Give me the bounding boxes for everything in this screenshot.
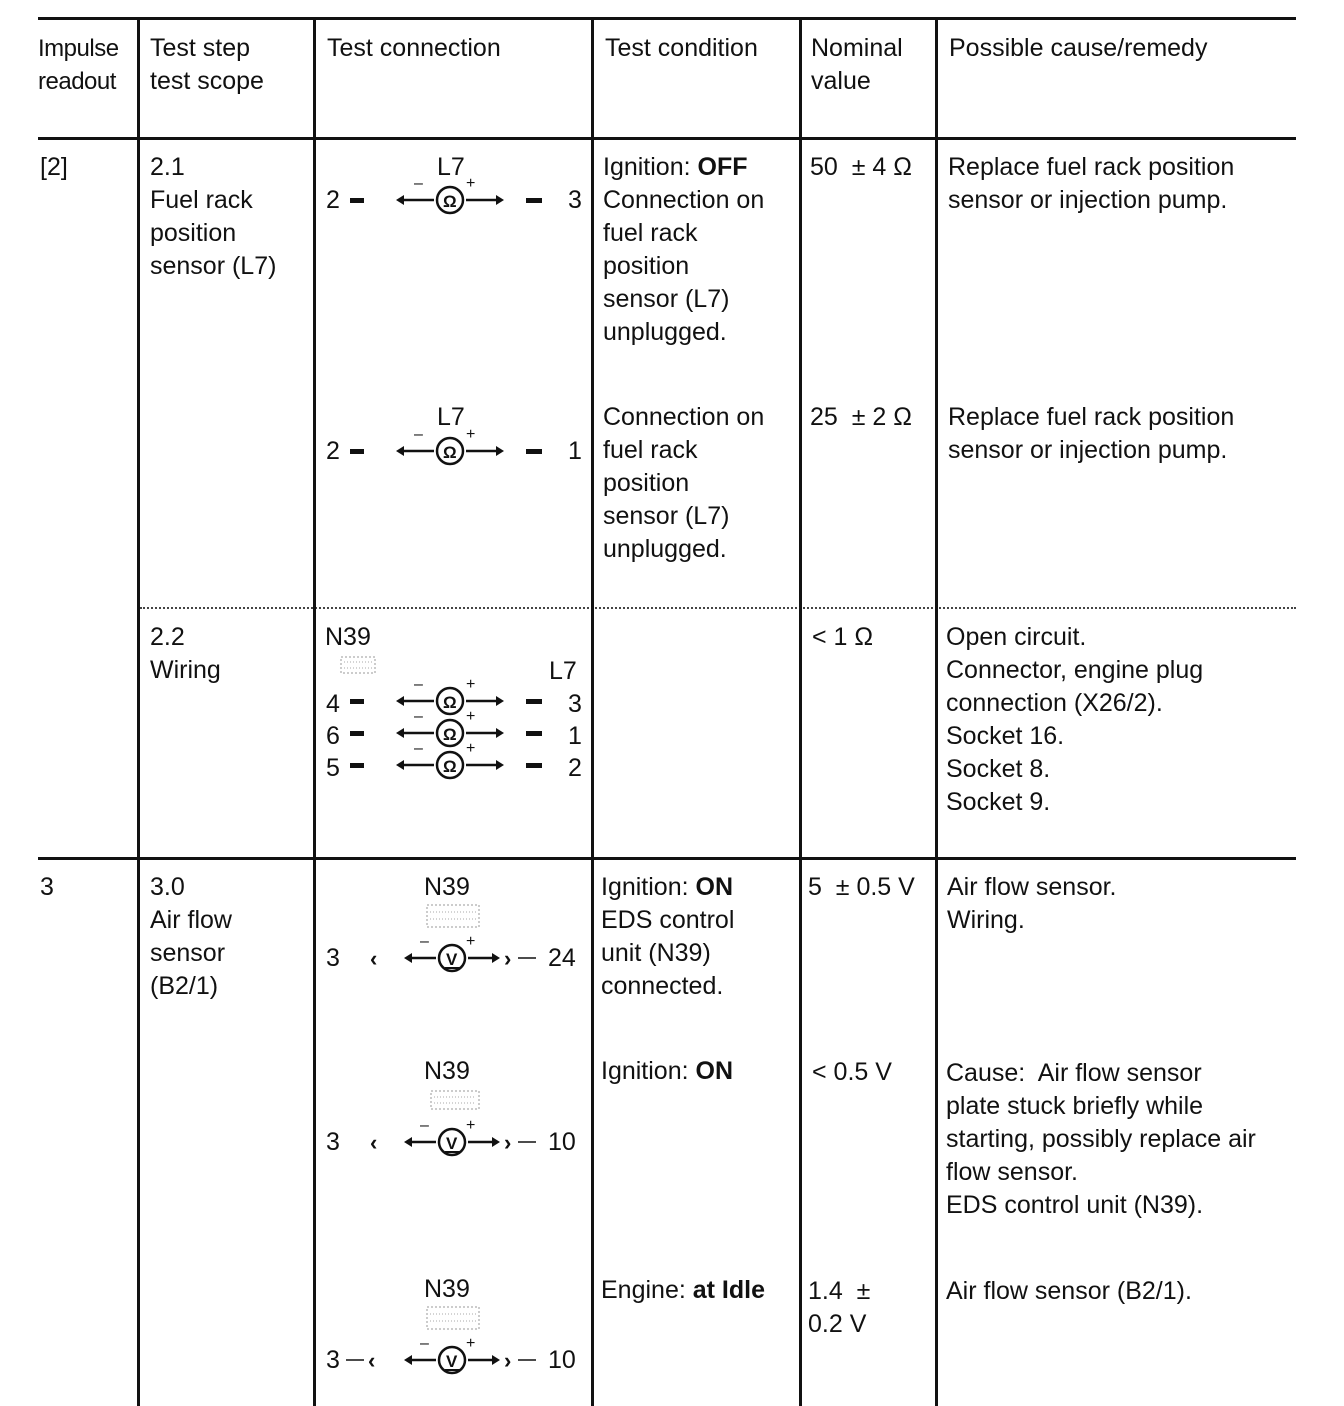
header-bottom-rule [38,137,1296,140]
nominal-value: < 0.5 V [812,1058,892,1086]
svg-text:Ω: Ω [443,693,457,712]
svg-text:–: – [414,426,423,443]
svg-text:+: + [466,426,476,443]
svg-text:–: – [414,741,423,757]
svg-text:V: V [446,1134,458,1153]
connection-right-label: L7 [549,657,577,685]
possible-cause: Open circuit. Connector, engine plug connection (X26/2). Socket 16. Socket 8. Socket 9. [946,623,1204,816]
header-test-connection: Test connection [327,34,501,62]
svg-text:+: + [466,677,476,693]
test-condition: Connection on fuel rack position sensor (L7) unplugged. [603,403,765,563]
voltmeter-icon [366,930,546,974]
svg-text:–: – [414,677,423,693]
svg-text:+: + [466,1335,476,1352]
test-condition: Engine: at Idle [601,1276,765,1304]
svg-text:–: – [414,709,423,725]
test-condition: Ignition: OFF Connection on fuel rack position sensor (L7) unplugged. [603,153,765,346]
svg-text:+: + [466,741,476,757]
impulse-readout: [2] [40,153,68,181]
column-divider-4 [799,17,802,1406]
wiring-left-pin: 5 [326,754,340,782]
connection-label: N39 [424,1275,470,1303]
ohmmeter-icon [350,741,560,781]
test-step: 3.0 Air flow sensor (B2/1) [150,873,232,1000]
svg-text:+: + [466,175,476,192]
test-condition: Ignition: ON [601,1057,734,1085]
svg-text:Ω: Ω [443,443,457,462]
test-step: 2.1 Fuel rack position sensor (L7) [150,153,277,280]
column-divider-5 [935,17,938,1406]
nominal-value: 25 ± 2 Ω [810,403,912,431]
connector-block-icon [340,656,376,676]
svg-text:Ω: Ω [443,757,457,776]
svg-text:Ω: Ω [443,725,457,744]
wiring-left-pin: 6 [326,722,340,750]
voltmeter-icon [366,1114,546,1158]
possible-cause: Cause: Air flow sensor plate stuck briefly while starting, possibly replace air flow sensor. EDS control unit (N39). [946,1059,1256,1219]
nominal-value: 1.4 ± 0.2 V [808,1277,871,1338]
header-possible-cause: Possible cause/remedy [949,34,1208,62]
svg-text:–: – [420,1117,429,1134]
connection-label: N39 [424,873,470,901]
svg-text:‹: ‹ [370,1130,378,1155]
impulse-readout: 3 [40,873,54,901]
possible-cause: Air flow sensor. Wiring. [947,873,1117,934]
possible-cause: Replace fuel rack position sensor or injection pump. [948,153,1235,214]
connection-right-pin: 3 [568,186,582,214]
connection-label: L7 [437,153,465,181]
svg-text:–: – [414,175,423,192]
nominal-value: 5 ± 0.5 V [808,873,915,901]
svg-text:V: V [446,950,458,969]
nominal-value: < 1 Ω [812,623,874,651]
header-impulse-readout: Impulse readout [38,35,119,95]
svg-text:+: + [466,709,476,725]
header-test-step: Test step test scope [150,34,264,95]
connection-right-pin: 10 [548,1346,576,1374]
svg-text:‹: ‹ [368,1348,376,1373]
wiring-left-pin: 4 [326,690,340,718]
svg-text:–: – [420,1335,429,1352]
connection-right-pin: 24 [548,944,576,972]
svg-text:›: › [504,1130,512,1155]
connection-label: L7 [437,403,465,431]
svg-text:›: › [504,1348,512,1373]
wiring-right-pin: 3 [568,690,582,718]
connection-label: N39 [424,1057,470,1085]
connection-left-pin: 2 [326,186,340,214]
possible-cause: Air flow sensor (B2/1). [946,1277,1192,1305]
connection-left-pin: 3 [326,1128,340,1156]
wiring-right-pin: 2 [568,754,582,782]
svg-text:+: + [466,1117,476,1134]
test-step: 2.2 Wiring [150,623,221,684]
column-divider-3 [591,17,594,1406]
test-condition: Ignition: ON EDS control unit (N39) connected. [601,873,735,1000]
svg-text:–: – [420,933,429,950]
svg-text:›: › [504,946,512,971]
connector-block-icon [426,1306,480,1332]
connection-right-pin: 1 [568,437,582,465]
voltmeter-icon [346,1332,546,1376]
meter-symbol: Ω [443,192,457,211]
connection-left-label: N39 [325,623,371,651]
connector-block-icon [430,1090,480,1112]
connector-block-icon [426,904,480,930]
possible-cause: Replace fuel rack position sensor or injection pump. [948,403,1235,464]
column-divider-2 [313,17,316,1406]
svg-text:‹: ‹ [370,946,378,971]
wiring-right-pin: 1 [568,722,582,750]
connection-left-pin: 3 [326,1346,340,1374]
column-divider-1 [137,17,140,1406]
connection-left-pin: 3 [326,944,340,972]
ohmmeter-icon [350,172,560,216]
header-nominal-value: Nominal value [811,34,903,95]
connection-right-pin: 10 [548,1128,576,1156]
header-test-condition: Test condition [605,34,758,62]
table-top-rule [38,17,1296,20]
svg-text:+: + [466,933,476,950]
ohmmeter-icon [350,423,560,467]
nominal-value: 50 ± 4 Ω [810,153,912,181]
connection-left-pin: 2 [326,437,340,465]
section-divider-rule [38,857,1296,860]
svg-text:V: V [446,1352,458,1371]
